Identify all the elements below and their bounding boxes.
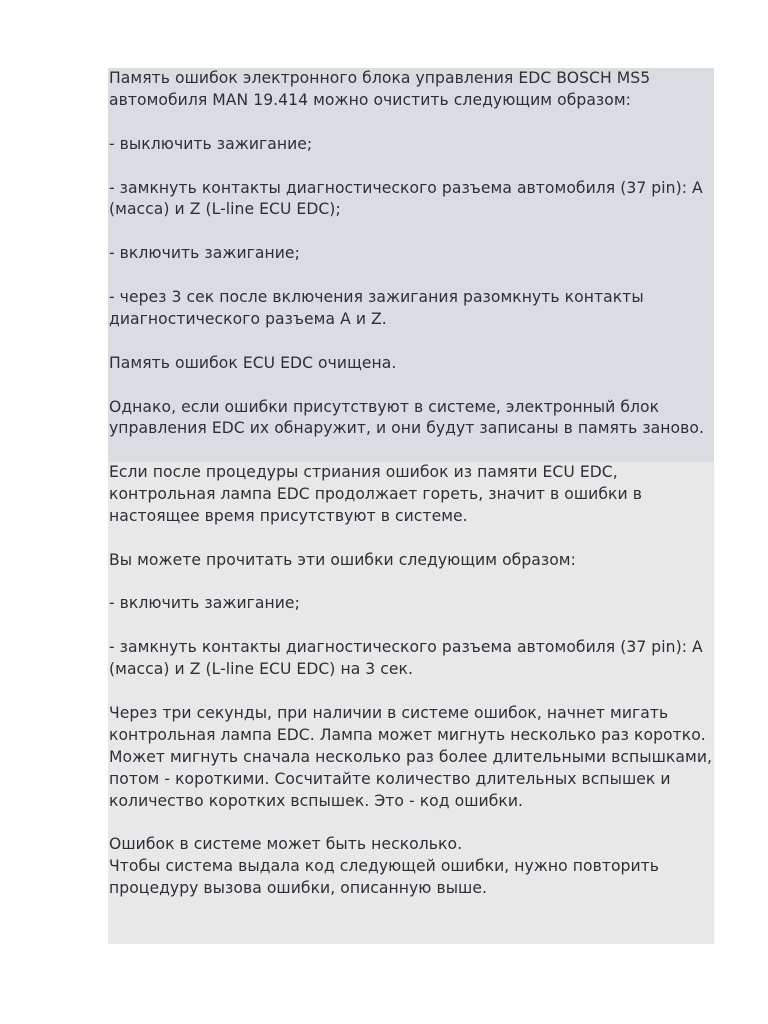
lamp-still-on-paragraph: Если после процедуры стриания ошибок из памяти ECU EDC, контрольная лампа EDC продолжает гореть, значит в ошибки в настоящее время присутствуют в системе.: [109, 463, 647, 525]
paragraph-spacer: [109, 265, 714, 287]
blink-code-paragraph: Через три секунды, при наличии в системе ошибок, начнет мигать контрольная лампа EDC. Лампа может мигнуть несколько раз коротко. Может мигнуть сначала несколько раз более длительными вспышками, потом - короткими. Сосчитайте количество длительных вспышек и количество коротких вспышек. Это - код ошибки.: [109, 703, 718, 810]
step-short-contacts-read: - замкнуть контакты диагностического разъема автомобиля (37 pin): A (масса) и Z (L-line ECU EDC) на 3 сек.: [109, 638, 708, 679]
paragraph-spacer: [109, 375, 714, 397]
paragraph-spacer: [109, 572, 714, 594]
step-ignition-on: - включить зажигание;: [109, 244, 300, 263]
read-errors-intro: Вы можете прочитать эти ошибки следующим образом:: [109, 550, 576, 569]
instruction-block-read-errors: [108, 462, 718, 944]
step-open-contacts: - через 3 сек после включения зажигания разомкнуть контакты диагностического разъема A и Z.: [109, 288, 649, 328]
step-ignition-on-read: - включить зажигание;: [109, 594, 300, 613]
paragraph-spacer: [109, 156, 714, 178]
multiple-errors-note: Ошибок в системе может быть несколько.: [109, 835, 463, 854]
step-ignition-off: - выключить зажигание;: [109, 134, 313, 153]
memory-cleared-note: Память ошибок ECU EDC очищена.: [109, 353, 397, 372]
step-short-contacts: - замкнуть контакты диагностического разъема автомобиля (37 pin): A (масса) и Z (L-line ECU EDC);: [109, 178, 708, 219]
next-error-instruction: Чтобы система выдала код следующей ошибки, нужно повторить процедуру вызова ошибки, описанную выше.: [109, 857, 665, 898]
errors-rewritten-note: Однако, если ошибки присутствуют в системе, электронный блок управления EDC их обнаружит, и они будут записаны в память заново.: [109, 397, 704, 438]
paragraph-spacer: [109, 615, 714, 637]
paragraph-spacer: [109, 331, 714, 353]
paragraph-spacer: [109, 812, 714, 834]
paragraph-spacer: [109, 112, 714, 134]
paragraph-spacer: [109, 221, 714, 243]
instruction-block-clear-errors: [108, 68, 714, 462]
intro-paragraph: Память ошибок электронного блока управления EDC BOSCH MS5 автомобиля MAN 19.414 можно очистить следующим образом:: [109, 69, 656, 109]
paragraph-spacer: [109, 681, 714, 703]
paragraph-spacer: [109, 528, 714, 550]
